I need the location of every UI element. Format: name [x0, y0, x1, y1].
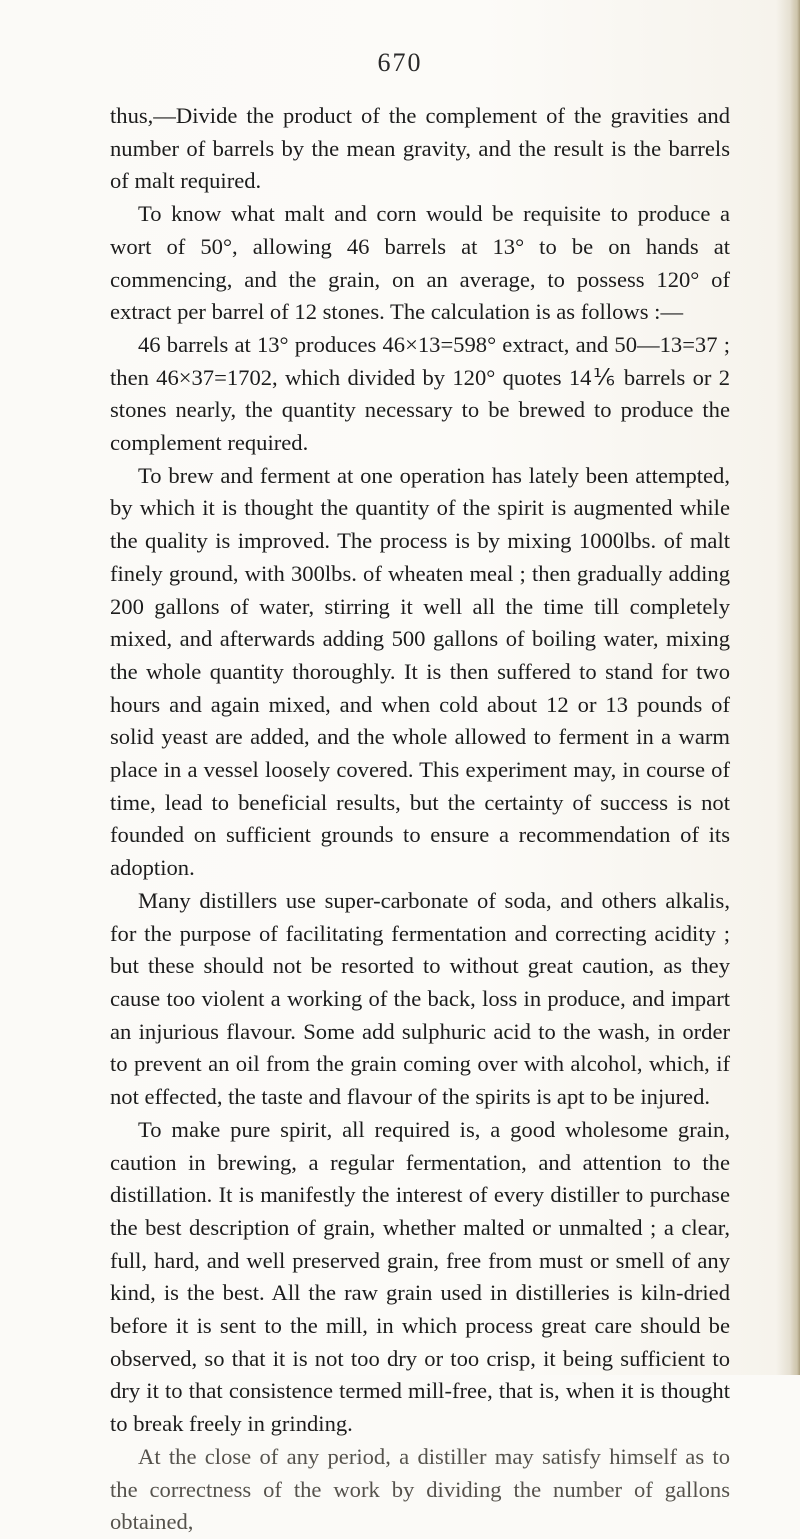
paragraph-alkalis: Many distillers use super-carbonate of soda, and others alkalis, for the purpose of facilitating fermentation and correcting acidity ; but these should not be resorted to without great caution, as they cause too violent a working of the back, loss in produce, and impart an injurious flavour. Some add sulphuric acid to the wash, in order to prevent an oil from the grain coming over with alcohol, which, if not effected, the taste and flavour of the spirits is apt to be injured.	[110, 887, 730, 1110]
page-number: 670	[377, 48, 423, 77]
paragraph-calculation: 46 barrels at 13° produces 46×13=598° extract, and 50—13=37 ; then 46×37=1702, which divided by 120° quotes 14⅙ barrels or 2 stones nearly, the quantity necessary to be brewed to produce the complement required.	[110, 331, 730, 456]
page-edge-shadow	[790, 0, 800, 1375]
page-body-text	[110, 100, 730, 1539]
paragraph-malt-requirement: To know what malt and corn would be requisite to produce a wort of 50°, allowing 46 barrels at 13° to be on hands at commencing, and the grain, on an average, to possess 120° of extract per barrel of 12 stones. The calculation is as follows :—	[110, 201, 730, 325]
paragraph-close-of-period: At the close of any period, a distiller may satisfy himself as to the correctness of the work by dividing the number of gallons obtained,	[110, 1443, 730, 1535]
paragraph-brew-and-ferment: To brew and ferment at one operation has lately been attempted, by which it is thought the quantity of the spirit is augmented while the quality is improved. The process is by mixing 1000lbs. of malt finely ground, with 300lbs. of wheaten meal ; then gradually adding 200 gallons of water, stirring it well all the time till completely mixed, and afterwards adding 500 gallons of boiling water, mixing the whole quantity thoroughly. It is then suffered to stand for two hours and again mixed, and when cold about 12 or 13 pounds of solid yeast are added, and the whole allowed to ferment in a warm place in a vessel loosely covered. This experiment may, in course of time, lead to beneficial results, but the certainty of success is not founded on sufficient grounds to ensure a recommendation of its adoption.	[110, 462, 730, 881]
paragraph-gravity-rule: thus,—Divide the product of the complement of the gravities and number of barrels by the mean gravity, and the result is the barrels of malt required.	[110, 103, 730, 194]
paragraph-pure-spirit: To make pure spirit, all required is, a good wholesome grain, caution in brewing, a regular fermentation, and attention to the distillation. It is manifestly the interest of every distiller to purchase the best description of grain, whether malted or unmalted ; a clear, full, hard, and well preserved grain, free from must or smell of any kind, is the best. All the raw grain used in distilleries is kiln-dried before it is sent to the mill, in which process great care should be observed, so that it is not too dry or too crisp, it being sufficient to dry it to that consistence termed mill-free, that is, when it is thought to break freely in grinding.	[110, 1116, 730, 1437]
